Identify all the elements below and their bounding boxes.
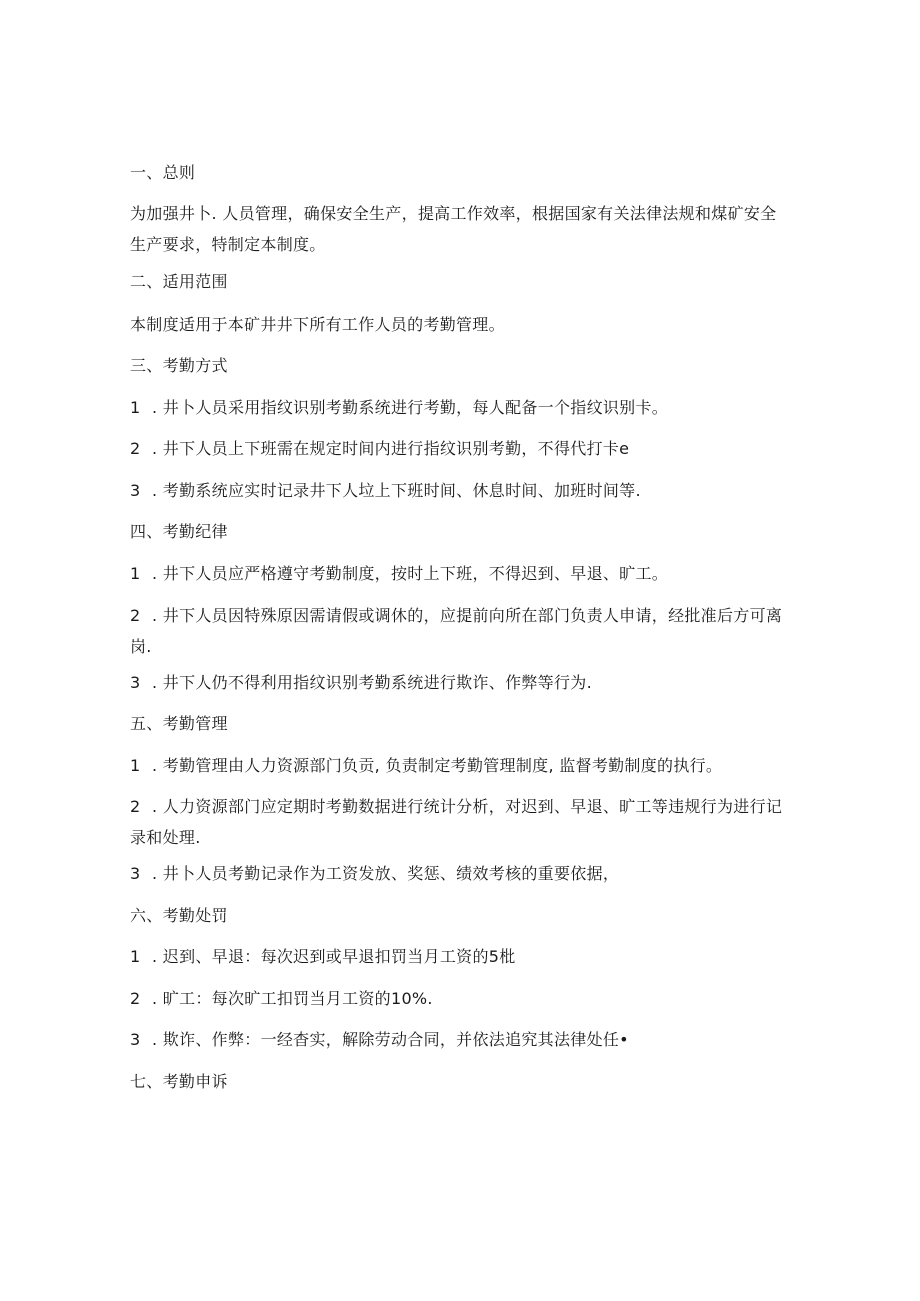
list-item: [130, 600, 790, 662]
heading-attendance-penalties: 六、考勤处罚: [130, 906, 228, 925]
item-number: 2: [130, 989, 141, 1008]
item-text: . 欺诈、作弊：一经杳实，解除劳动合同，并依法追究其法律处任•: [152, 1030, 629, 1049]
item-text: . 迟到、早退：每次迟到或早退扣罚当月工资的5枇: [152, 947, 516, 966]
list-item: [130, 791, 790, 853]
item-text: . 旷工：每次旷工扣罚当月工资的10%.: [152, 989, 433, 1008]
item-number: 2: [130, 797, 141, 816]
item-number: 1: [130, 947, 141, 966]
heading-attendance-discipline: 四、考勤纪律: [130, 522, 228, 541]
paragraph-general: 为加强井卜. 人员管理，确保安全生产，提高工作效率，根据国家有关法律法规和煤矿安全生产要求，特制定本制度。: [130, 204, 777, 254]
list-item: [130, 673, 592, 693]
paragraph-scope: 本制度适用于本矿井井下所有工作人员的考勤管理。: [130, 315, 505, 334]
item-text: . 考勤管理由人力资源部门负贡, 负责制定考勤管理制度, 监督考勤制度的执行。: [152, 756, 723, 775]
item-text: . 考勤系统应实时记录井下人垃上下班时间、休息时间、加班时间等.: [152, 481, 641, 500]
list-item: [130, 398, 668, 418]
item-number: 1: [130, 564, 141, 583]
item-number: 2: [130, 606, 141, 625]
item-number: 1: [130, 756, 141, 775]
heading-attendance-method: 三、考勤方式: [130, 356, 228, 375]
item-text: . 人力资源部门应定期时考勤数据进行统计分析，对迟到、早退、旷工等违规行为进行记录和处理.: [130, 797, 783, 847]
item-number: 2: [130, 439, 141, 458]
list-item: [130, 481, 641, 501]
item-number: 3: [130, 864, 141, 883]
item-text: . 井下人员因特殊原因需请假或调休的，应提前向所在部门负责人申请，经批准后方可离岗.: [130, 606, 783, 656]
heading-attendance-management: 五、考勤管理: [130, 714, 228, 733]
item-number: 3: [130, 1030, 141, 1049]
list-item: [130, 756, 722, 776]
item-text: . 井卜人员采用指纹识别考勤系统进行考勤，每人配备一个指纹识别卡。: [152, 398, 669, 417]
heading-attendance-appeal: 七、考勤申诉: [130, 1072, 228, 1091]
item-number: 1: [130, 398, 141, 417]
item-text: . 井下人仍不得利用指纹识别考勤系统进行欺诈、作弊等行为.: [152, 673, 592, 692]
list-item: [130, 947, 516, 967]
list-item: [130, 1030, 629, 1050]
item-number: 3: [130, 481, 141, 500]
item-text: . 井卜人员考勤记录作为工资发放、奖惩、绩效考核的重要依据，: [152, 864, 620, 883]
heading-general: 一、总则: [130, 163, 196, 182]
item-text: . 井下人员上下班需在规定时间内进行指纹识别考勤，不得代打卡e: [152, 439, 630, 458]
item-text: . 井下人员应严格遵守考勤制度，按时上下班，不得迟到、早退、旷工。: [152, 564, 669, 583]
item-number: 3: [130, 673, 141, 692]
list-item: [130, 864, 619, 884]
heading-scope: 二、适用范围: [130, 272, 228, 291]
list-item: [130, 564, 668, 584]
list-item: [130, 439, 629, 459]
list-item: [130, 989, 433, 1009]
